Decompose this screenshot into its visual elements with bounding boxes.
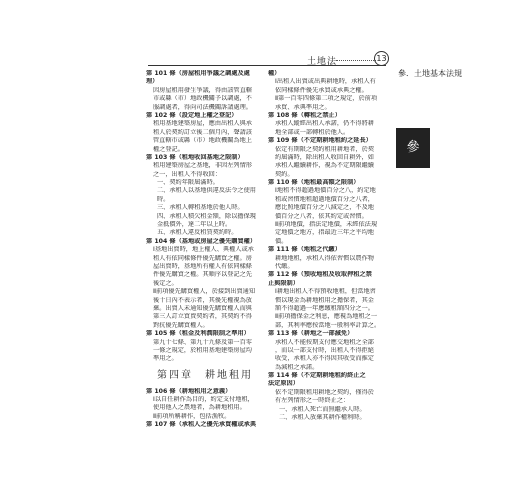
text-line: 租用建築房屋之基地，非因左列情形 <box>153 162 252 170</box>
text-line: 因房屋租用發生爭議，得由該管直轄 <box>153 86 252 94</box>
text-line: 第九十七條、第九十九條及第一百零 <box>153 338 252 346</box>
article-heading: 第 114 條（不定期耕地租約終止之 <box>268 372 366 380</box>
text-line: 代繳。 <box>275 262 294 270</box>
text-line: 約屆滿時，除出租人收回自耕外，如 <box>275 153 374 161</box>
article-heading: 第 111 條（地租之代繳） <box>268 246 341 254</box>
text-line: 承買、承典準用之。 <box>275 103 331 111</box>
article-heading: 止與限制） <box>268 279 299 287</box>
text-line: 屋出賣時，基地所有權人有依同樣條 <box>153 262 252 270</box>
article-heading: 第 109 條（不定期耕地租約之延長） <box>268 137 372 145</box>
text-line: 租或習慣地租超過地價百分之八者， <box>275 195 374 203</box>
text-line: 之一，出租人不得收回： <box>153 170 222 178</box>
text-line: 權之登記。 <box>153 145 184 153</box>
text-line: Ⅱ第一百零四條第二項之規定，於前項 <box>275 95 378 103</box>
article-heading: 第 113 條（耕地之一部減免） <box>268 330 354 338</box>
text-line: 定地價之地方，指最近三年之平均地 <box>275 229 374 237</box>
text-line: Ⅱ前項地價，指法定地價，未經依法規 <box>275 221 378 229</box>
text-line: ，而以一部支付時，出租人不得拒絕 <box>275 346 374 354</box>
text-line: Ⅰ基地出賣時，地上權人、典權人或承 <box>153 246 254 254</box>
text-line: 承租人繼續耕作，視為不定期限繼續 <box>275 162 374 170</box>
text-line: 使用他人之農地者，為耕地租用。 <box>153 404 246 412</box>
text-line: 依定有期限之契約租用耕地者，於契 <box>275 145 374 153</box>
text-line: 租人於契約訂立後二個月內，聲請該 <box>153 128 252 136</box>
page-number: 13 <box>374 51 389 66</box>
text-line: 租用基地建築房屋，應由出租人與承 <box>153 120 252 128</box>
text-line: 準用之。 <box>153 355 178 363</box>
list-item: 一、承租人死亡而無繼承人時。 <box>279 405 366 413</box>
header-rule <box>148 65 386 66</box>
chapter-heading: 第四章 耕地租用 <box>157 369 253 381</box>
list-item: 二、承租人放棄其耕作權利時。 <box>279 414 366 422</box>
text-line: 承租人縱經出租人承諾，仍不得將耕 <box>275 120 374 128</box>
article-heading: 第 105 條（租金及利潤限制之準用） <box>146 330 250 338</box>
article-heading: 第 107 條（承租人之優先承買權或承典 <box>146 421 257 429</box>
text-line: 後十日內不表示者，其優先權視為放 <box>153 296 252 304</box>
article-heading: 第 103 條（租地收回基地之限制） <box>146 153 244 161</box>
list-item: 時。 <box>157 195 170 203</box>
text-line: 一條之規定，於租用基地建築房屋均 <box>153 346 252 354</box>
text-line: 對抗優先購買權人。 <box>153 321 209 329</box>
article-heading: 第 110 條（地租最高額之限制） <box>268 179 360 187</box>
list-item: 金抵償外，達二年以上時。 <box>157 221 232 229</box>
text-line: Ⅰ以自任耕作為目的，約定支付地租， <box>153 396 254 404</box>
text-line: 件優先購買之權。其順序以登記之先 <box>153 271 252 279</box>
text-line: 契約。 <box>275 170 294 178</box>
text-line: Ⅱ前項擔保金之利息，應視為地租之一 <box>275 313 378 321</box>
list-item: 三、承租人轉租基地於他人時。 <box>157 204 244 212</box>
article-heading: 第 101 條（房屋租用爭議之調處及處 <box>146 70 250 77</box>
article-heading: 第 106 條（耕地租用之意義） <box>146 387 232 395</box>
text-line: 服調處者，得向司法機關訴請處理。 <box>153 103 252 111</box>
article-heading: 法定原因） <box>268 380 299 388</box>
text-line: 依同樣條件優先承買或承典之權。 <box>275 86 368 94</box>
article-heading: 第 104 條（基地或房屋之優先購買權） <box>146 237 257 245</box>
article-heading: 第 108 條（轉租之禁止） <box>268 111 341 119</box>
list-item: 四、承租人積欠租金額，除以擔保現 <box>157 212 256 220</box>
text-line: 依不定期限租用耕地之契約，僅得於 <box>275 388 374 396</box>
text-line: 租人有依同樣條件優先購買之權。房 <box>153 254 252 262</box>
text-line: 應比照地價百分之八減定之，不及地 <box>275 204 374 212</box>
text-line: 額不得超過一年應繳租額四分之一。 <box>275 304 374 312</box>
text-line: 後定之。 <box>153 279 178 287</box>
text-line: 為減租之承諾。 <box>275 363 319 371</box>
text-line: Ⅰ地租不得超過地價百分之八，約定地 <box>275 187 376 195</box>
header-dot-leader <box>336 60 376 61</box>
article-heading: 第 102 條（設定地上權之登記） <box>146 111 238 119</box>
text-line: 棄。出賣人未通知優先購買權人而與 <box>153 304 252 312</box>
running-header-title: 土地法 <box>307 57 338 67</box>
text-line: 價百分之八者，依其約定或習慣。 <box>275 212 368 220</box>
section-side-label: 參．土地基本法規 <box>398 69 462 78</box>
text-line: 價。 <box>275 237 288 245</box>
text-line: 承租人不能按期支付應交地租之全部 <box>275 338 374 346</box>
list-item: 一、契約年限屆滿時。 <box>157 179 219 187</box>
text-line: 慣以現金為耕地租用之擔保者，其金 <box>275 296 374 304</box>
right-text-column <box>268 70 386 422</box>
text-line: 市或縣（市）地政機關予以調處，不 <box>153 95 252 103</box>
left-text-column <box>146 70 264 430</box>
text-line: 收受，承租人亦不得因其收受而推定 <box>275 355 374 363</box>
text-line: 地全部或一部轉租於他人。 <box>275 128 350 136</box>
text-line: Ⅰ耕地出租人不得預收地租，但當地習 <box>275 288 376 296</box>
article-heading: 權） <box>268 70 281 77</box>
text-line: 管直轄市或縣（市）地政機關為地上 <box>153 137 252 145</box>
text-line: 部，其利率應按當地一般利率計算之。 <box>275 321 381 329</box>
article-heading: 第 112 條（預收地租及收取押租之禁 <box>268 271 372 279</box>
list-item: 五、承租人違反租賃契約時。 <box>157 229 238 237</box>
text-line: 有左列情形之一時終止之： <box>275 397 350 405</box>
list-item: 二、承租人以基地供違反法令之使用 <box>157 187 256 195</box>
text-line: Ⅰ出租人出賣或出典耕地時，承租人有 <box>275 78 376 86</box>
text-line: Ⅱ前項優先購買權人，於接到出賣通知 <box>153 288 256 296</box>
section-thumb-tab: 參 <box>396 128 430 168</box>
text-line: Ⅱ前項所稱耕作，包括漁牧。 <box>153 412 231 420</box>
text-line: 耕地地租，承租人得依習慣以農作物 <box>275 254 374 262</box>
text-line: 第三人訂立買賣契約者，其契約不得 <box>153 313 252 321</box>
article-heading: 理） <box>146 78 159 86</box>
